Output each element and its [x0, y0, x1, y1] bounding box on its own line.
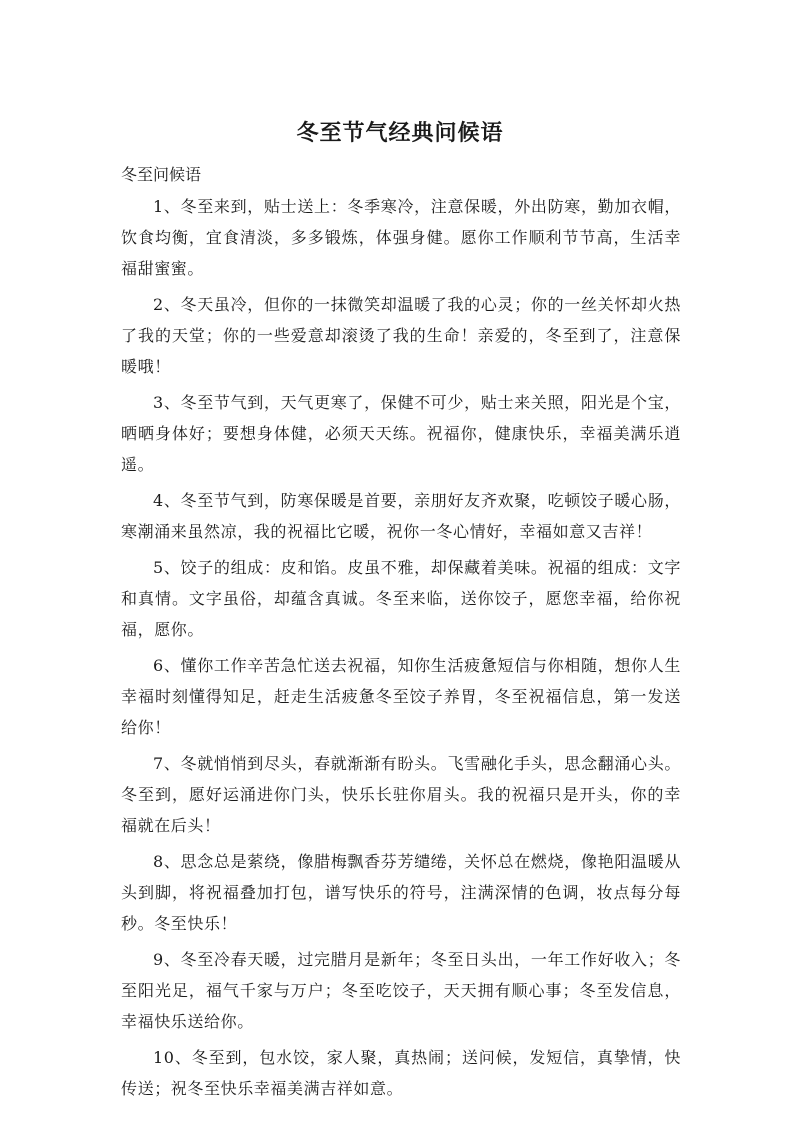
section-heading: 冬至问候语: [121, 165, 202, 184]
greeting-paragraph-2: 2、冬天虽冷，但你的一抹微笑却温暖了我的心灵；你的一丝关怀却火热了我的天堂；你的一些爱意却滚烫了我的生命！亲爱的，冬至到了，注意保暖哦！: [121, 295, 681, 376]
greeting-paragraph-8: 8、思念总是萦绕，像腊梅飘香芬芳缱绻，关怀总在燃烧，像艳阳温暖从头到脚，将祝福叠加打包，谱写快乐的符号，注满深情的色调，妆点每分每秒。冬至快乐！: [121, 852, 681, 933]
greetings-list: [121, 191, 681, 1109]
greeting-paragraph-9: 9、冬至冷春天暖，过完腊月是新年；冬至日头出，一年工作好收入；冬至阳光足，福气千家与万户；冬至吃饺子，天天拥有顺心事；冬至发信息，幸福快乐送给你。: [121, 950, 681, 1031]
greeting-paragraph-4: 4、冬至节气到，防寒保暖是首要，亲朋好友齐欢聚，吃顿饺子暖心肠，寒潮涌来虽然凉，我的祝福比它暖，祝你一冬心情好，幸福如意又吉祥！: [121, 491, 681, 541]
greeting-paragraph-7: 7、冬就悄悄到尽头，春就渐渐有盼头。飞雪融化手头，思念翻涌心头。冬至到，愿好运涌进你门头，快乐长驻你眉头。我的祝福只是开头，你的幸福就在后头！: [121, 754, 681, 835]
greeting-paragraph-6: 6、懂你工作辛苦急忙送去祝福，知你生活疲惫短信与你相随，想你人生幸福时刻懂得知足，赶走生活疲惫冬至饺子养胃，冬至祝福信息，第一发送给你！: [121, 656, 681, 737]
greeting-paragraph-10: 10、冬至到，包水饺，家人聚，真热闹；送问候，发短信，真挚情，快传送；祝冬至快乐幸福美满吉祥如意。: [121, 1048, 681, 1098]
greeting-paragraph-1: 1、冬至来到，贴士送上：冬季寒冷，注意保暖，外出防寒，勤加衣帽，饮食均衡，宜食清淡，多多锻炼，体强身健。愿你工作顺利节节高，生活幸福甜蜜蜜。: [121, 197, 681, 278]
greeting-paragraph-5: 5、饺子的组成：皮和馅。皮虽不雅，却保藏着美味。祝福的组成：文字和真情。文字虽俗，却蕴含真诚。冬至来临，送你饺子，愿您幸福，给你祝福，愿你。: [121, 558, 681, 639]
greeting-paragraph-3: 3、冬至节气到，天气更寒了，保健不可少，贴士来关照，阳光是个宝，晒晒身体好；要想身体健，必须天天练。祝福你，健康快乐，幸福美满乐逍遥。: [121, 393, 681, 474]
document-title: 冬至节气经典问候语: [296, 121, 504, 146]
